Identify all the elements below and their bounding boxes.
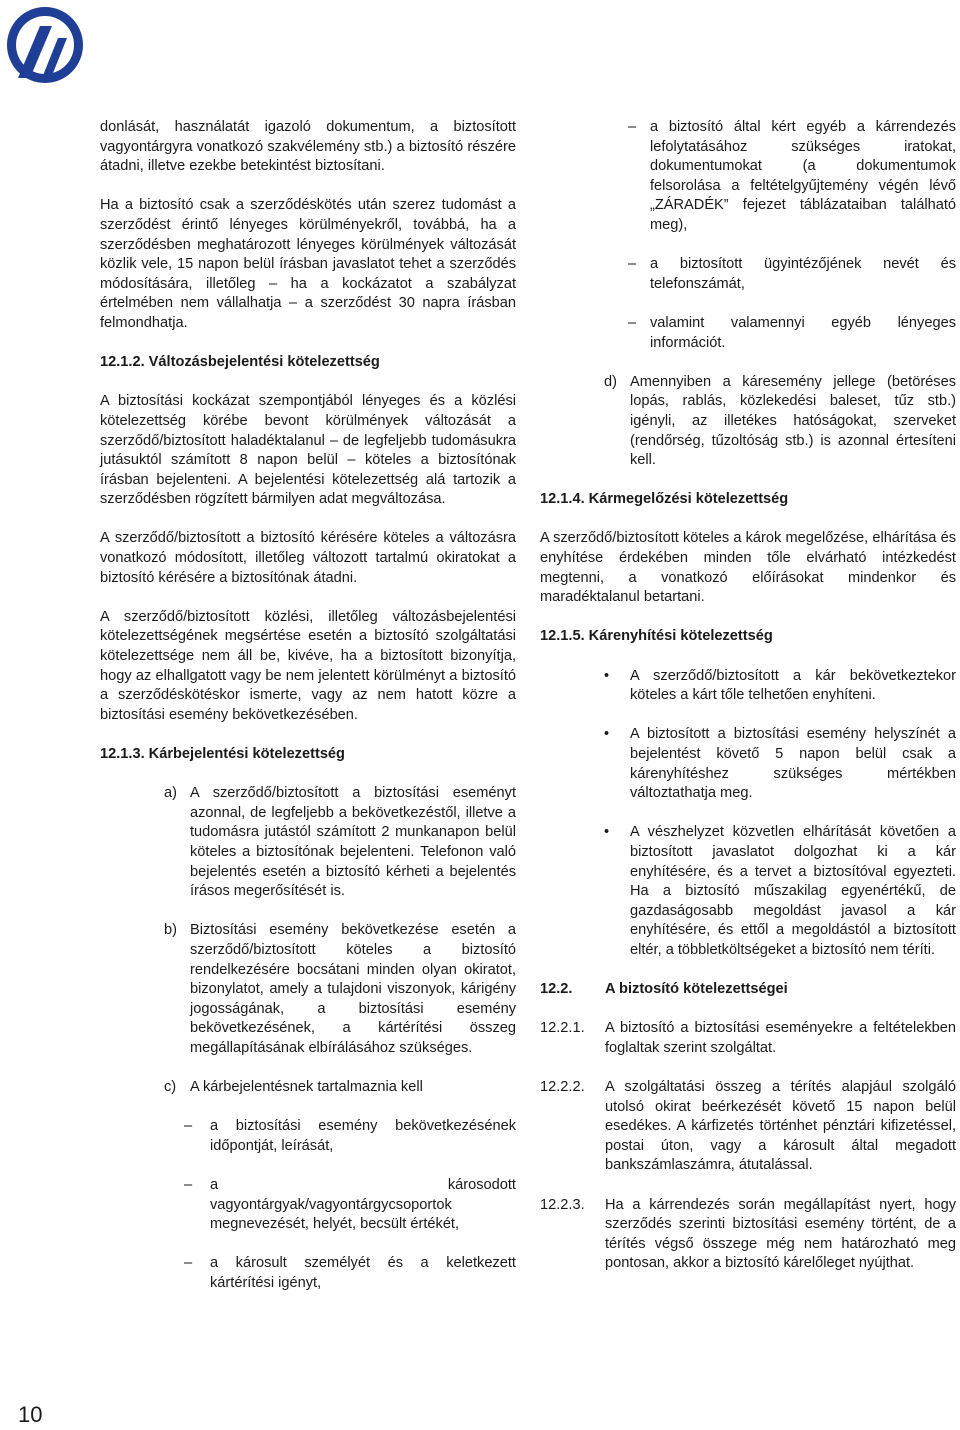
- item-text: a károsodott vagyontárgyak/vagyontárgycsoportok megnevezését, helyét, becsült értékét,: [210, 1177, 516, 1233]
- section-heading: 12.1.2. Változásbejelentési kötelezettség: [100, 354, 380, 371]
- dash-item: [100, 1254, 516, 1293]
- item-text: Biztosítási esemény bekövetkezése esetén a szerződő/biztosított köteles a biztosító rendelkezésére bocsátani minden olyan okiratot, bizonylatot, amely a tulajdoni viszonyok, kárigény jogosságának, a biztosítási esemény bekövetkezésének, a kártérítési összeg megállapításának elbírálásához szükséges.: [190, 922, 516, 1056]
- numbered-item: [540, 1019, 956, 1058]
- dash-item: [100, 1176, 516, 1235]
- left-column: [100, 118, 516, 1313]
- item-text: Ha a kárrendezés során megállapítást nyert, hogy szerződés szerinti biztosítási esemény történt, de a térítés végső összege még nem határozható meg pontosan, akkor a biztosító kárelőleget nyújthat.: [605, 1196, 956, 1272]
- paragraph: A biztosítási kockázat szempontjából lényeges és a közlési kötelezettség körébe bevont körülmények változását a szerződő/biztosított haladéktalanul – de legfeljebb tudomásukra jutásuktól számított 8 napon belül – köteles a biztosítónak írásban bejelenteni. A bejelentési kötelezettség alá tartozik a szerződésben rögzített bármilyen adat megváltozása.: [100, 393, 516, 508]
- item-marker: c): [164, 1079, 177, 1096]
- item-marker: a): [164, 785, 177, 802]
- dash-marker: –: [628, 314, 637, 331]
- dash-item: [100, 1117, 516, 1156]
- paragraph: A szerződő/biztosított közlési, illetőleg változásbejelentési kötelezettségének megsértése esetén a biztosító szolgáltatási kötelezettsége nem áll be, kivéve, ha a biztosított bizonyítja, hogy az elhallgatott vagy be nem jelentett körülményt a biztosító a szerződéskötéskor ismerte, vagy az nem hatott közre a biztosítási esemény bekövetkezésében.: [100, 608, 516, 723]
- paragraph: donlását, használatát igazoló dokumentum, a biztosított vagyontárgyra vonatkozó szakvélemény stb.) a biztosító részére átadni, illetve ezekbe betekintést biztosítani.: [100, 119, 516, 175]
- item-text: A biztosított a biztosítási esemény helyszínét a bejelentést követő 5 napon belül csak a kárenyhítéshez szükséges mértékben változtathatja meg.: [630, 726, 956, 802]
- company-logo: [4, 4, 86, 86]
- dash-item: [540, 255, 956, 294]
- dash-marker: –: [184, 1177, 193, 1194]
- bullet-marker: •: [604, 726, 610, 743]
- lettered-item: [100, 1078, 516, 1098]
- page-number: 10: [18, 1402, 43, 1427]
- section-heading: 12.1.5. Kárenyhítési kötelezettség: [540, 628, 773, 645]
- item-marker: d): [604, 373, 617, 390]
- numbered-item: [540, 1078, 956, 1176]
- item-text: valamint valamennyi egyéb lényeges információt.: [650, 314, 956, 351]
- item-text: a biztosított ügyintézőjének nevét és telefonszámát,: [650, 256, 956, 292]
- item-marker: b): [164, 922, 177, 939]
- item-text: A szerződő/biztosított a biztosítási eseményt azonnal, de legfeljebb a bekövetkezéstől, illetve a tudomásra jutástól számított 2 munkanapon belül köteles a biztosítónak bejelenteni. Telefonon való bejelentés esetén a biztosító kérheti a bejelentés írásos megerősítését is.: [190, 785, 516, 900]
- paragraph: A szerződő/biztosított köteles a károk megelőzése, elhárítása és enyhítése érdekében minden tőle elvárható intézkedést megtenni, a vonatkozó előírásokat mindenkor és maradéktalanul betartani.: [540, 530, 956, 606]
- lettered-item: [100, 784, 516, 902]
- bullet-item: [540, 823, 956, 960]
- bullet-marker: •: [604, 824, 610, 841]
- lettered-item: [540, 373, 956, 471]
- item-number: 12.2.3.: [540, 1196, 585, 1213]
- dash-marker: –: [184, 1118, 193, 1135]
- section-number: 12.2.: [540, 981, 573, 998]
- paragraph: Ha a biztosító csak a szerződéskötés után szerez tudomást a szerződést érintő lényeges körülményekről, továbbá, ha a szerződésben meghatározott lényeges körülmények változását közlik vele, 15 napon belül írásban javaslatot tehet a szerződés módosítására, illetőleg – ha a kockázatot a szabályzat értelmében nem vállalhatja – a szerződést 30 napra írásban felmondhatja.: [100, 197, 516, 331]
- section-title: A biztosító kötelezettségei: [605, 981, 788, 998]
- item-number: 12.2.2.: [540, 1079, 585, 1096]
- item-text: A kárbejelentésnek tartalmaznia kell: [190, 1079, 423, 1096]
- bullet-marker: •: [604, 667, 610, 684]
- lettered-item: [100, 921, 516, 1058]
- item-text: A biztosító a biztosítási eseményekre a feltételekben foglaltak szerint szolgáltat.: [605, 1020, 956, 1056]
- paragraph: A szerződő/biztosított a biztosító kérésére köteles a változásra vonatkozó módosított, illetőleg változott tartalmú okiratokat a biztosító kérésére a biztosítónak átadni.: [100, 530, 516, 586]
- item-text: A szolgáltatási összeg a térítés alapjául szolgáló utolsó okirat beérkezését követő 15 napon belül esedékes. A kárfizetés történhet pénztári kifizetéssel, postai úton, vagy a károsult által megadott bankszámlaszámra, átutalással.: [605, 1079, 956, 1174]
- section-heading: [540, 980, 956, 1000]
- bullet-item: [540, 725, 956, 803]
- numbered-item: [540, 1196, 956, 1274]
- section-heading: 12.1.4. Kármegelőzési kötelezettség: [540, 491, 789, 508]
- dash-item: [540, 314, 956, 353]
- item-text: A szerződő/biztosított a kár bekövetkeztekor köteles a kárt tőle telhetően enyhíteni.: [630, 667, 956, 704]
- item-text: a biztosítási esemény bekövetkezésének időpontját, leírását,: [210, 1118, 516, 1154]
- item-text: Amennyiben a káresemény jellege (betöréses lopás, rablás, közlekedési baleset, tűz stb.) igényli, az illetékes hatóságokat, szerveket (rendőrség, tűzoltóság stb.) is azonnal értesíteni kell.: [630, 373, 956, 469]
- dash-item: [540, 118, 956, 236]
- item-number: 12.2.1.: [540, 1020, 585, 1037]
- right-column: [540, 118, 956, 1294]
- item-text: a károsult személyét és a keletkezett kártérítési igényt,: [210, 1255, 516, 1292]
- bullet-item: [540, 667, 956, 706]
- dash-marker: –: [628, 256, 637, 273]
- section-heading: 12.1.3. Kárbejelentési kötelezettség: [100, 746, 345, 762]
- dash-marker: –: [628, 119, 637, 135]
- item-text: a biztosító által kért egyéb a kárrendezés lefolytatásához szükséges iratokat, dokumentumokat (a dokumentumok felsorolása a feltételgyűjtemény végén lévő „ZÁRADÉK” fejezet táblázataiban található meg),: [650, 119, 956, 233]
- item-text: A vészhelyzet közvetlen elhárítását követően a biztosított javaslatot dolgozhat ki a kár enyhítésére, és a tervet a biztosítóval egyezteti. Ha a biztosító műszakilag egyenértékű, de gazdaságosabb megoldást javasol a kár enyhítésére, és ettől a megoldástól a biztosított eltér, a többletköltségeket a biztosító nem téríti.: [630, 824, 956, 958]
- dash-marker: –: [184, 1255, 193, 1272]
